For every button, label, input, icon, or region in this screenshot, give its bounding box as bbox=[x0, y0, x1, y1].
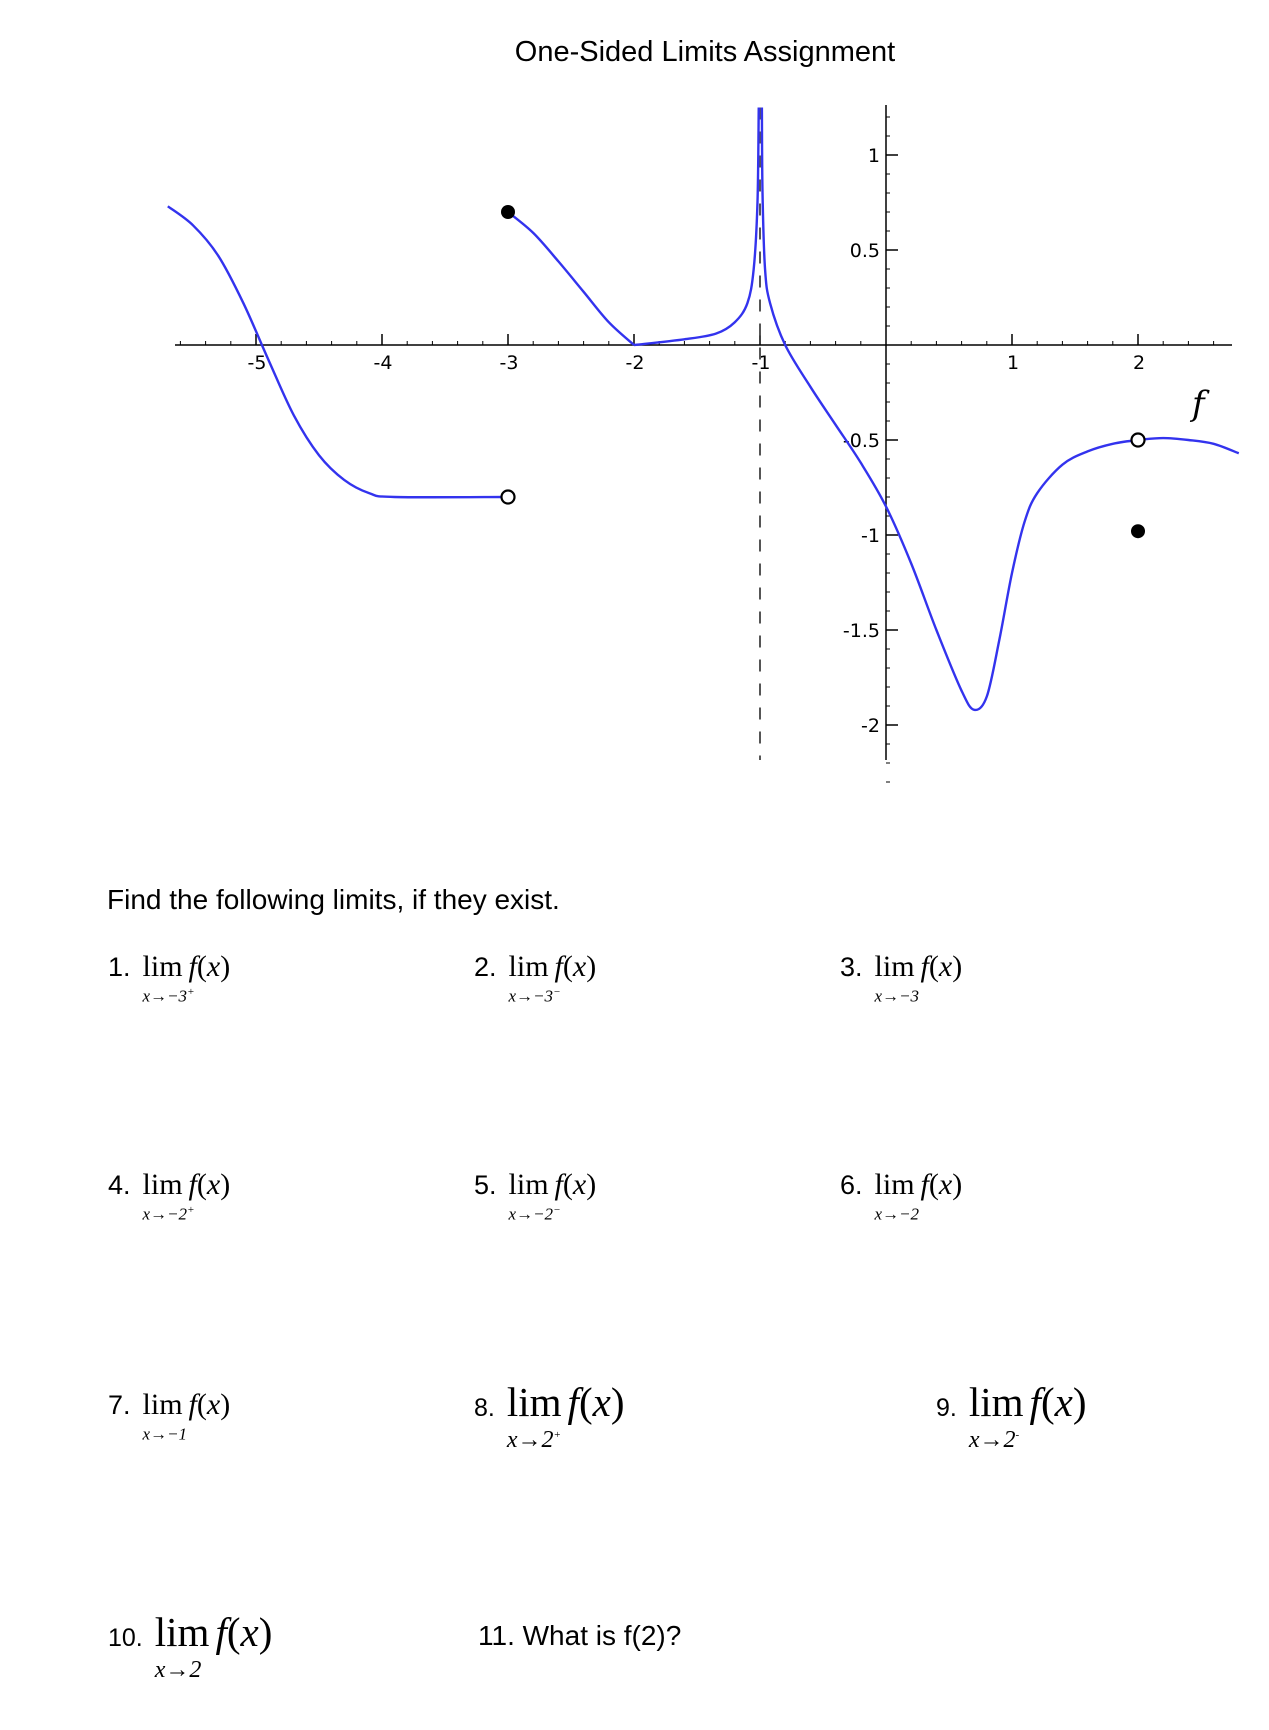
y-tick-label: 1 bbox=[867, 145, 880, 167]
left-branch bbox=[168, 206, 508, 497]
problem-2 bbox=[474, 952, 596, 1007]
lim-operator: lim bbox=[874, 950, 915, 983]
function-expression: f(x) bbox=[188, 950, 231, 983]
problem-number: 6. bbox=[840, 1170, 863, 1200]
problem-5 bbox=[474, 1170, 596, 1225]
closed-point-at-x-neg3 bbox=[501, 205, 515, 219]
lim-operator: lim bbox=[142, 950, 183, 983]
ticks bbox=[180, 117, 1213, 782]
y-tick-label: -1.5 bbox=[842, 620, 880, 642]
limit-subscript: x→−2 bbox=[874, 1204, 920, 1224]
function-expression: f(x) bbox=[554, 1168, 597, 1201]
lim-operator: lim bbox=[142, 1388, 183, 1421]
lim-operator: lim bbox=[968, 1379, 1024, 1425]
x-tick-label: -1 bbox=[751, 352, 771, 374]
limit-subscript: x→−3+ bbox=[142, 986, 195, 1006]
lim-operator: lim bbox=[154, 1609, 210, 1655]
x-tick-label: -2 bbox=[625, 352, 645, 374]
x-tick-label: -5 bbox=[247, 352, 267, 374]
lim-operator: lim bbox=[142, 1168, 183, 1201]
limit-subscript: x→2 bbox=[154, 1657, 202, 1683]
problem-number: 4. bbox=[108, 1170, 131, 1200]
function-expression: f(x) bbox=[567, 1379, 625, 1425]
function-expression: f(x) bbox=[215, 1609, 273, 1655]
function-label: f bbox=[1192, 384, 1205, 424]
page-title: One-Sided Limits Assignment bbox=[514, 36, 896, 68]
instructions-text: Find the following limits, if they exist. bbox=[107, 884, 560, 915]
open-point-at-x-neg3 bbox=[502, 491, 515, 504]
problem-7 bbox=[108, 1390, 230, 1445]
problem-number: 7. bbox=[108, 1390, 131, 1420]
function-expression: f(x) bbox=[920, 950, 963, 983]
problem-number: 2. bbox=[474, 952, 497, 982]
question-11: 11. What is f(2)? bbox=[478, 1620, 682, 1651]
asymptote-left-branch bbox=[634, 108, 759, 346]
problem-1 bbox=[108, 952, 230, 1007]
problem-9 bbox=[936, 1379, 1087, 1454]
lim-operator: lim bbox=[506, 1379, 562, 1425]
problem-4 bbox=[108, 1170, 230, 1225]
y-tick-label: -0.5 bbox=[842, 430, 880, 452]
problem-10 bbox=[108, 1609, 273, 1684]
function-graph bbox=[0, 0, 1269, 800]
x-tick-label: 1 bbox=[1006, 352, 1020, 374]
limit-subscript: x→−3 bbox=[874, 986, 920, 1006]
problem-number: 1. bbox=[108, 952, 131, 982]
limit-subscript: x→−2− bbox=[508, 1204, 561, 1224]
limit-subscript: x→−2+ bbox=[142, 1204, 195, 1224]
tick-labels bbox=[248, 145, 1146, 737]
problem-3 bbox=[840, 952, 962, 1007]
x-tick-label: -4 bbox=[373, 352, 393, 374]
lim-operator: lim bbox=[874, 1168, 915, 1201]
curve-segments bbox=[168, 108, 1239, 710]
closed-point-at-x-2 bbox=[1131, 524, 1145, 538]
function-expression: f(x) bbox=[188, 1388, 231, 1421]
limit-subscript: x→2+ bbox=[506, 1427, 561, 1453]
lim-operator: lim bbox=[508, 950, 549, 983]
lim-operator: lim bbox=[508, 1168, 549, 1201]
middle-branch bbox=[508, 212, 634, 345]
asymptote-right-branch bbox=[762, 108, 1239, 710]
axes bbox=[175, 105, 1232, 760]
problem-6 bbox=[840, 1170, 962, 1225]
problem-number: 3. bbox=[840, 952, 863, 982]
function-expression: f(x) bbox=[920, 1168, 963, 1201]
limit-subscript: x→2- bbox=[968, 1427, 1020, 1453]
problem-number: 5. bbox=[474, 1170, 497, 1200]
problem-number: 9. bbox=[936, 1394, 957, 1422]
function-expression: f(x) bbox=[554, 950, 597, 983]
problem-number: 8. bbox=[474, 1394, 495, 1422]
y-tick-label: 0.5 bbox=[849, 240, 880, 262]
function-expression: f(x) bbox=[1029, 1379, 1087, 1425]
problem-8 bbox=[474, 1379, 625, 1454]
endpoint-dots bbox=[501, 205, 1145, 538]
y-tick-label: -1 bbox=[861, 525, 880, 547]
y-tick-label: -2 bbox=[861, 715, 880, 737]
x-tick-label: 2 bbox=[1132, 352, 1146, 374]
limit-subscript: x→−1 bbox=[142, 1424, 188, 1444]
function-expression: f(x) bbox=[188, 1168, 231, 1201]
limit-subscript: x→−3− bbox=[508, 986, 561, 1006]
problem-number: 10. bbox=[108, 1624, 143, 1652]
open-point-at-x-2 bbox=[1132, 434, 1145, 447]
x-tick-label: -3 bbox=[499, 352, 519, 374]
